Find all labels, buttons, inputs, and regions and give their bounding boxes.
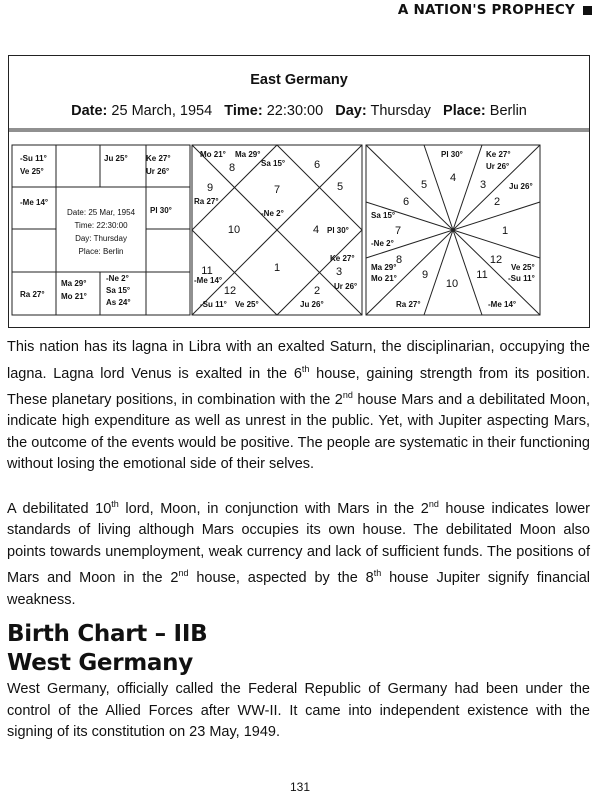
south-planet: Ra 27° <box>20 290 45 299</box>
house-number: 5 <box>336 181 344 193</box>
house-number: 1 <box>501 225 509 237</box>
house-number: 4 <box>312 224 320 236</box>
east-planet: Ju 26° <box>509 182 533 191</box>
east-planet: Pl 30° <box>441 150 463 159</box>
south-planet: -Su 11° <box>20 154 47 163</box>
place-label: Place: <box>443 103 486 119</box>
section-subheading: West Germany <box>7 650 193 676</box>
south-planet: Mo 21° <box>61 292 87 301</box>
south-planet: -Ne 2° <box>106 274 129 283</box>
house-number: 3 <box>479 179 487 191</box>
house-number: 3 <box>335 266 343 278</box>
north-planet: Pl 30° <box>327 226 349 235</box>
north-planet: -Me 14° <box>194 276 223 285</box>
house-number: 7 <box>273 184 281 196</box>
north-chart-house-numbers <box>201 159 343 297</box>
house-number: 2 <box>313 285 321 297</box>
east-planet: Sa 15° <box>371 211 396 220</box>
east-planet: Ke 27° <box>486 150 511 159</box>
south-planet: -Me 14° <box>20 198 49 207</box>
page-number: 131 <box>289 780 311 794</box>
house-number: 10 <box>227 224 241 236</box>
south-planet: Ju 25° <box>104 154 128 163</box>
east-planet: Ve 25° <box>511 263 535 272</box>
south-planet: As 24° <box>106 298 131 307</box>
house-number: 9 <box>206 182 214 194</box>
north-planet: Ma 29° <box>235 150 261 159</box>
house-number: 8 <box>395 254 403 266</box>
section-heading: Birth Chart – IIB <box>7 621 208 647</box>
south-planet: Pl 30° <box>150 206 172 215</box>
north-planet: Ke 27° <box>330 254 355 263</box>
east-planet: Ur 26° <box>486 162 510 171</box>
house-number: 4 <box>449 172 457 184</box>
south-chart-center <box>67 208 136 256</box>
body-paragraph-3: West Germany, officially called the Federal Republic of Germany had been under the control of the Allied Forces after WW-II. It came into independent existence with the signing of its constitution on 23 May, 1949. <box>7 681 590 740</box>
time-label: Time: <box>224 103 263 119</box>
north-planet: -Ne 2° <box>261 209 284 218</box>
date-label: Date: <box>71 103 108 119</box>
south-planet: Ur 26° <box>146 167 170 176</box>
south-planet: Ke 27° <box>146 154 171 163</box>
east-planet: Ma 29° <box>371 263 397 272</box>
day-value: Thursday <box>370 103 431 119</box>
house-number: 11 <box>201 265 213 277</box>
north-planet: Ur 26° <box>334 282 358 291</box>
house-number: 6 <box>402 196 410 208</box>
center-line: Date: 25 Mar, 1954 <box>66 208 136 217</box>
house-number: 5 <box>420 179 428 191</box>
house-number: 1 <box>273 262 281 274</box>
time-value: 22:30:00 <box>266 103 324 119</box>
south-planet: Sa 15° <box>106 286 131 295</box>
north-planet: Ra 27° <box>194 197 219 206</box>
body-paragraph-2: A debilitated 10th lord, Moon, in conjunction with Mars in the 2nd house indicates lower standards of living although Mars occupies its own house. The debilitated Moon also points towards unemployment, weak currency and lack of sufficient funds. The positions of Mars and Moon in the 2nd house, aspected by the 8th house Jupiter signify financial weakness. <box>7 499 590 608</box>
house-number: 8 <box>228 162 236 174</box>
north-planet: Ju 26° <box>300 300 324 309</box>
east-planet: Ra 27° <box>396 300 421 309</box>
house-number: 9 <box>421 269 429 281</box>
north-planet: Sa 15° <box>261 159 286 168</box>
north-planet: -Su 11° <box>200 300 227 309</box>
south-chart-labels <box>20 154 172 307</box>
east-planet: -Me 14° <box>488 300 517 309</box>
house-number: 7 <box>394 225 402 237</box>
day-label: Day: <box>335 103 367 119</box>
house-number: 12 <box>223 285 237 297</box>
house-number: 11 <box>476 269 488 281</box>
house-number: 12 <box>489 254 503 266</box>
running-title: A NATION'S PROPHECY <box>397 2 575 18</box>
south-planet: Ma 29° <box>61 279 87 288</box>
center-line: Place: Berlin <box>78 247 124 256</box>
north-planet: Ve 25° <box>235 300 259 309</box>
north-planet: Mo 21° <box>200 150 226 159</box>
center-line: Time: 22:30:00 <box>74 221 128 230</box>
body-paragraph-1: This nation has its lagna in Libra with an exalted Saturn, the disciplinarian, occupying the lagna. Lagna lord Venus is exalted in the 6th house, gaining strength from its position. These planetary positions, in combination with the 2nd house Mars and a debilitated Moon, indicate high expenditure as well as unrest in the public. Yet, with Jupiter aspecting Mars, the outcome of the events would be positive. The people are systematic in their functioning without losing the emotional side of their selves. <box>7 339 590 473</box>
house-number: 2 <box>493 196 501 208</box>
east-planet: -Ne 2° <box>371 239 394 248</box>
east-planet: -Su 11° <box>508 274 535 283</box>
date-value: 25 March, 1954 <box>111 103 213 119</box>
house-number: 10 <box>445 278 459 290</box>
place-value: Berlin <box>489 103 527 119</box>
south-planet: Ve 25° <box>20 167 44 176</box>
east-planet: Mo 21° <box>371 274 397 283</box>
house-number: 6 <box>313 159 321 171</box>
chart-title: East Germany <box>250 72 348 88</box>
center-line: Day: Thursday <box>75 234 127 243</box>
